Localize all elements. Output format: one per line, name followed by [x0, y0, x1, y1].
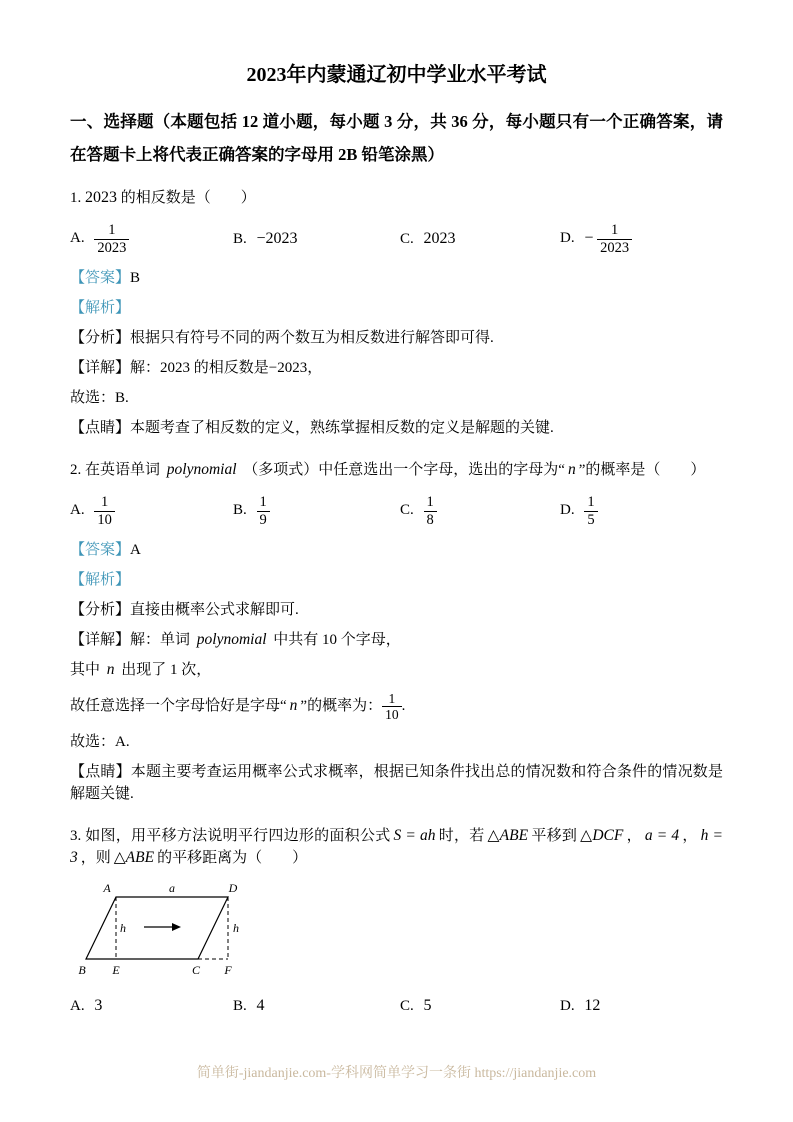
- option-value: 12: [584, 997, 601, 1014]
- q2-xiangjie-line: [70, 629, 723, 651]
- vertex-label-F: F: [224, 963, 232, 977]
- q1-option-a: [70, 222, 233, 256]
- fraction: [257, 494, 270, 528]
- q3-stem-text: ，: [682, 828, 698, 844]
- translation-arrow-head: [172, 923, 181, 931]
- minus-sign: −: [584, 229, 594, 247]
- q2-option-d: [560, 494, 723, 528]
- fraction-numerator: 1: [611, 221, 619, 238]
- side-label-a: a: [169, 881, 175, 895]
- q2-options: [70, 491, 723, 531]
- answer-tag: 【答案】: [70, 270, 131, 286]
- q3-stem-triangle: △DCF: [580, 827, 624, 844]
- fraction-denominator: 2023: [597, 239, 632, 257]
- q3-stem-text: 时，若: [438, 828, 485, 844]
- fraction: [382, 691, 402, 723]
- option-label: A.: [70, 502, 85, 519]
- option-label: C.: [400, 502, 414, 519]
- q2-line2-text: 出现了 1 次，: [121, 662, 212, 678]
- q1-fenxi-line: 【分析】根据只有符号不同的两个数互为相反数进行解答即可得.: [70, 330, 494, 346]
- q1-number: 1.: [70, 190, 82, 206]
- q2-stem-text: ”的概率是（ ）: [578, 462, 706, 478]
- option-label: C.: [400, 231, 414, 247]
- q2-stem-text: 2. 在英语单词: [70, 462, 161, 478]
- fraction-denominator: 8: [424, 511, 437, 529]
- option-label: B.: [233, 502, 247, 519]
- q3-options: [70, 994, 723, 1018]
- vertex-label-E: E: [112, 963, 120, 977]
- fraction-numerator: 1: [388, 690, 396, 706]
- q2-stem-math-word: polynomial: [166, 461, 237, 478]
- option-label: B.: [233, 998, 247, 1014]
- q1-option-d: [560, 222, 723, 256]
- fraction-numerator: 1: [108, 221, 116, 238]
- q2-fenxi-line: 【分析】直接由概率公式求解即可.: [70, 602, 299, 618]
- section-header: 一、选择题（本题包括 12 道小题，每小题 3 分，共 36 分，每小题只有一个正确答案，请在答题卡上将代表正确答案的字母用 2B 铅笔涂黑）: [70, 112, 723, 164]
- height-label-right: h: [233, 921, 239, 935]
- q2-stem-text: （多项式）中任意选出一个字母，选出的字母为“: [243, 462, 565, 478]
- fraction-denominator: 9: [257, 511, 270, 529]
- vertex-label-B: B: [78, 963, 86, 977]
- fraction-numerator: 1: [259, 493, 267, 510]
- q2-line3-text: 故任意选择一个字母恰好是字母“: [70, 698, 287, 714]
- q3-option-b: [233, 997, 400, 1015]
- fraction-denominator: 10: [94, 511, 115, 529]
- q2-dianjing-line: 【点睛】本题主要考查运用概率公式求概率，根据已知条件找出总的情况数和符合条件的情况数是解题关键.: [70, 764, 723, 802]
- option-label: A.: [70, 998, 85, 1014]
- fraction: [94, 494, 115, 528]
- q3-stem: [70, 825, 723, 869]
- fraction-numerator: 1: [587, 493, 595, 510]
- q3-stem-text: ，: [626, 828, 642, 844]
- fraction: [597, 222, 632, 256]
- q3-stem-text: 平移到: [531, 828, 578, 844]
- answer-tag: 【答案】: [70, 542, 131, 558]
- q1-option-c: [400, 230, 560, 248]
- answer-value: B: [130, 270, 141, 286]
- fraction-denominator: 5: [584, 511, 597, 529]
- fraction-denominator: 10: [382, 706, 402, 723]
- vertex-label-A: A: [103, 881, 111, 895]
- q3-stem-text: 的平移距离为（ ）: [157, 850, 308, 866]
- q1-stem-math: 2023: [85, 189, 117, 206]
- q2-guxuan-line: 故选：A.: [70, 734, 130, 750]
- analysis-tag: 【解析】: [70, 300, 131, 316]
- q2-line3-math: n: [289, 697, 298, 714]
- q2-analysis-tag-line: [70, 569, 723, 591]
- q2-stem-math-letter: n: [567, 461, 576, 478]
- option-value: 3: [94, 997, 103, 1014]
- answer-value: A: [130, 542, 141, 558]
- q3-stem-text: 3. 如图，用平移方法说明平行四边形的面积公式: [70, 828, 391, 844]
- q2-line3: [70, 689, 723, 723]
- option-label: D.: [560, 502, 575, 519]
- q2-xiangjie-text: 【详解】解：单词: [70, 632, 191, 648]
- option-label: A.: [70, 230, 85, 247]
- q1-option-b: [233, 230, 400, 248]
- q1-stem: [70, 187, 723, 209]
- vertex-label-C: C: [191, 963, 201, 977]
- q1-stem-text: 的相反数是（ ）: [120, 190, 256, 206]
- height-label-left: h: [120, 921, 126, 935]
- q2-stem: [70, 459, 723, 481]
- fraction: [94, 222, 129, 256]
- q2-line2: [70, 659, 723, 681]
- option-label: D.: [560, 230, 575, 247]
- q2-xiangjie-text: 中共有 10 个字母，: [273, 632, 401, 648]
- q3-option-d: [560, 997, 723, 1015]
- q2-line2-math: n: [106, 661, 115, 678]
- q2-xiangjie-math: polynomial: [196, 631, 267, 648]
- q3-stem-triangle: △ABE: [487, 827, 529, 844]
- fraction-denominator: 2023: [94, 239, 129, 257]
- q2-line2-text: 其中: [70, 662, 101, 678]
- q2-option-b: [233, 494, 400, 528]
- option-label: B.: [233, 231, 247, 247]
- q2-answer-line: [70, 539, 723, 561]
- q1-options: [70, 219, 723, 259]
- fraction-numerator: 1: [100, 493, 109, 510]
- option-label: D.: [560, 998, 575, 1014]
- option-value: 2023: [423, 230, 456, 247]
- page-title: 2023年内蒙通辽初中学业水平考试: [246, 64, 547, 86]
- q3-figure-container: [76, 879, 723, 984]
- q1-answer-line: [70, 267, 723, 289]
- option-value: 4: [256, 997, 265, 1014]
- q3-stem-value: h = 3: [70, 827, 723, 866]
- q1-analysis-tag-line: [70, 297, 723, 319]
- q2-line3-text: .: [401, 698, 406, 714]
- q2-option-c: [400, 494, 560, 528]
- q1-xiangjie-line: 【详解】解：2023 的相反数是−2023，: [70, 360, 323, 376]
- q3-stem-value: a = 4: [644, 827, 680, 844]
- q3-parallelogram-figure: [76, 879, 254, 979]
- q2-option-a: [70, 494, 233, 528]
- q3-stem-triangle: △ABE: [113, 849, 155, 866]
- q1-dianjing-line: 【点睛】本题考查了相反数的定义，熟练掌握相反数的定义是解题的关键.: [70, 420, 554, 436]
- fraction-numerator: 1: [426, 493, 434, 510]
- option-label: C.: [400, 998, 414, 1014]
- watermark-footer: 简单街-jiandanjie.com-学科网简单学习一条街 https://jiandanjie.com: [196, 1066, 597, 1081]
- option-value: 5: [423, 997, 432, 1014]
- q1-guxuan-line: 故选：B.: [70, 390, 129, 406]
- q3-option-c: [400, 997, 560, 1015]
- parallelogram-outline: [86, 897, 228, 959]
- q2-line3-text: ”的概率为：: [300, 698, 383, 714]
- analysis-tag: 【解析】: [70, 572, 131, 588]
- q3-stem-formula: S = ah: [393, 827, 436, 844]
- q3-option-a: [70, 997, 233, 1015]
- fraction: [424, 494, 437, 528]
- option-value: −2023: [256, 230, 298, 247]
- fraction: [584, 494, 597, 528]
- vertex-label-D: D: [228, 881, 238, 895]
- q3-stem-text: ，则: [80, 850, 111, 866]
